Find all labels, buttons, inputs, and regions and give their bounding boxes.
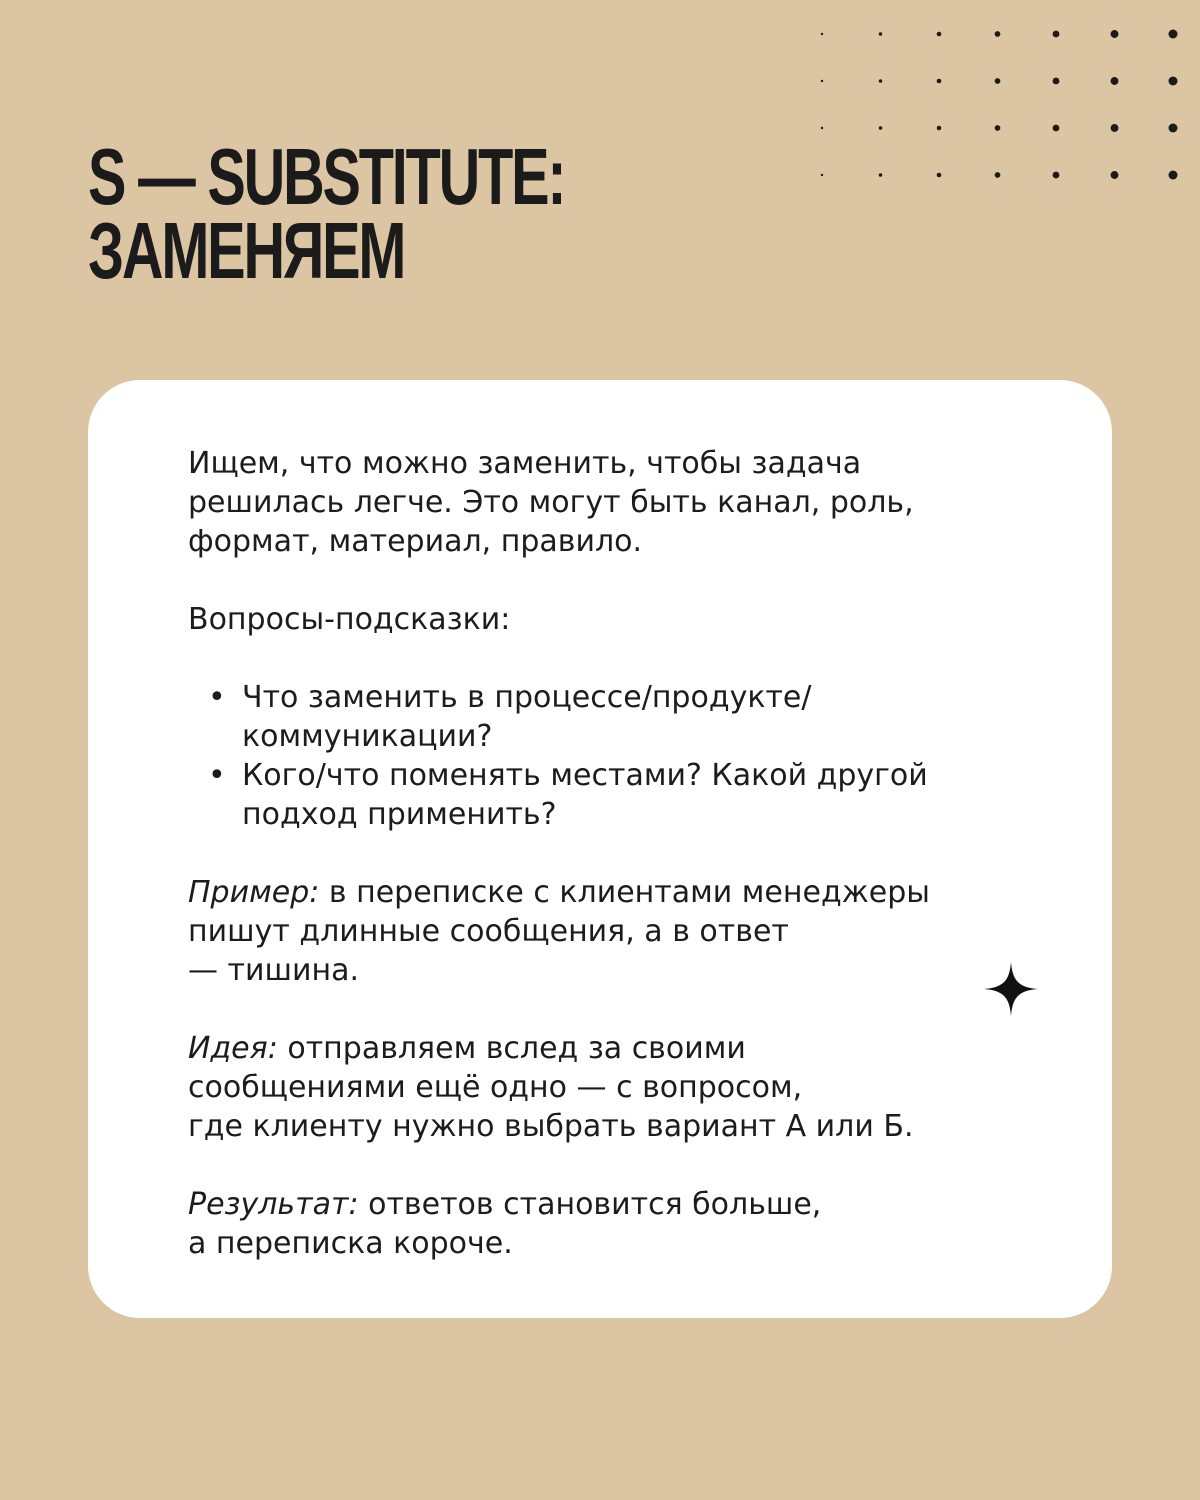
intro-line-1: Ищем, что можно заменить, чтобы задача [188,446,862,481]
grid-dot [879,79,883,83]
grid-dot [937,126,942,131]
grid-dot [937,173,942,178]
card-content [188,444,1048,1263]
intro-line-3: формат, материал, правило. [188,524,643,559]
grid-dot [1111,30,1119,38]
example-label: Пример: [188,875,320,910]
title-line-1: S — SUBSTITUTE: [88,132,565,221]
grid-dot [995,78,1001,84]
result-line-1: ответов становится больше, [358,1187,822,1222]
idea-line-1: отправляем вслед за своими [277,1031,746,1066]
bullet-2-line-2: подход применить? [242,797,557,832]
grid-dot [1169,30,1178,39]
grid-dot [995,125,1001,131]
content-card [88,380,1112,1318]
grid-dot [1169,124,1178,133]
grid-dot [879,173,883,177]
grid-dot [1111,77,1119,85]
grid-dot [879,126,883,130]
idea-paragraph [188,1029,1048,1146]
result-paragraph [188,1185,1048,1263]
grid-dot [937,79,942,84]
intro-line-2: решилась легче. Это могут быть канал, роль, [188,485,914,520]
grid-dot [879,32,883,36]
grid-dot [937,32,942,37]
bullet-2-line-1: Кого/что поменять местами? Какой другой [242,758,928,793]
grid-dot [1169,77,1178,86]
four-point-star-icon [984,962,1038,1016]
grid-dot [995,31,1001,37]
hints-heading: Вопросы-подсказки: [188,602,511,637]
grid-dot [1053,125,1060,132]
grid-dot [821,174,823,176]
grid-dot [821,33,823,35]
bullet-icon: • [208,680,226,715]
grid-dot [995,172,1001,178]
grid-dot [1053,78,1060,85]
title-line-2: ЗАМЕНЯЕМ [88,206,405,295]
intro-paragraph [188,444,1048,561]
list-item [188,678,1048,756]
bullet-icon: • [208,758,226,793]
grid-dot [1111,171,1119,179]
grid-dot [1053,31,1060,38]
grid-dot [1169,171,1178,180]
example-line-1: в переписке с клиентами менеджеры [319,875,930,910]
example-line-3: — тишина. [188,953,359,988]
bullet-1-line-1: Что заменить в процессе/продукте/ [242,680,812,715]
idea-line-2: сообщениями ещё одно — с вопросом, [188,1070,803,1105]
idea-line-3: где клиенту нужно выбрать вариант А или Б. [188,1109,914,1144]
idea-label: Идея: [188,1031,278,1066]
grid-dot [1111,124,1119,132]
grid-dot [821,80,823,82]
example-line-2: пишут длинные сообщения, а в ответ [188,914,789,949]
grid-dot [821,127,823,129]
bullet-1-line-2: коммуникации? [242,719,493,754]
hints-list [188,678,1048,834]
result-line-2: а переписка короче. [188,1226,513,1261]
list-item [188,756,1048,834]
result-label: Результат: [188,1187,359,1222]
grid-dot [1053,172,1060,179]
dot-grid-decoration [800,14,1200,200]
example-paragraph [188,873,1048,990]
page-title [88,132,565,295]
